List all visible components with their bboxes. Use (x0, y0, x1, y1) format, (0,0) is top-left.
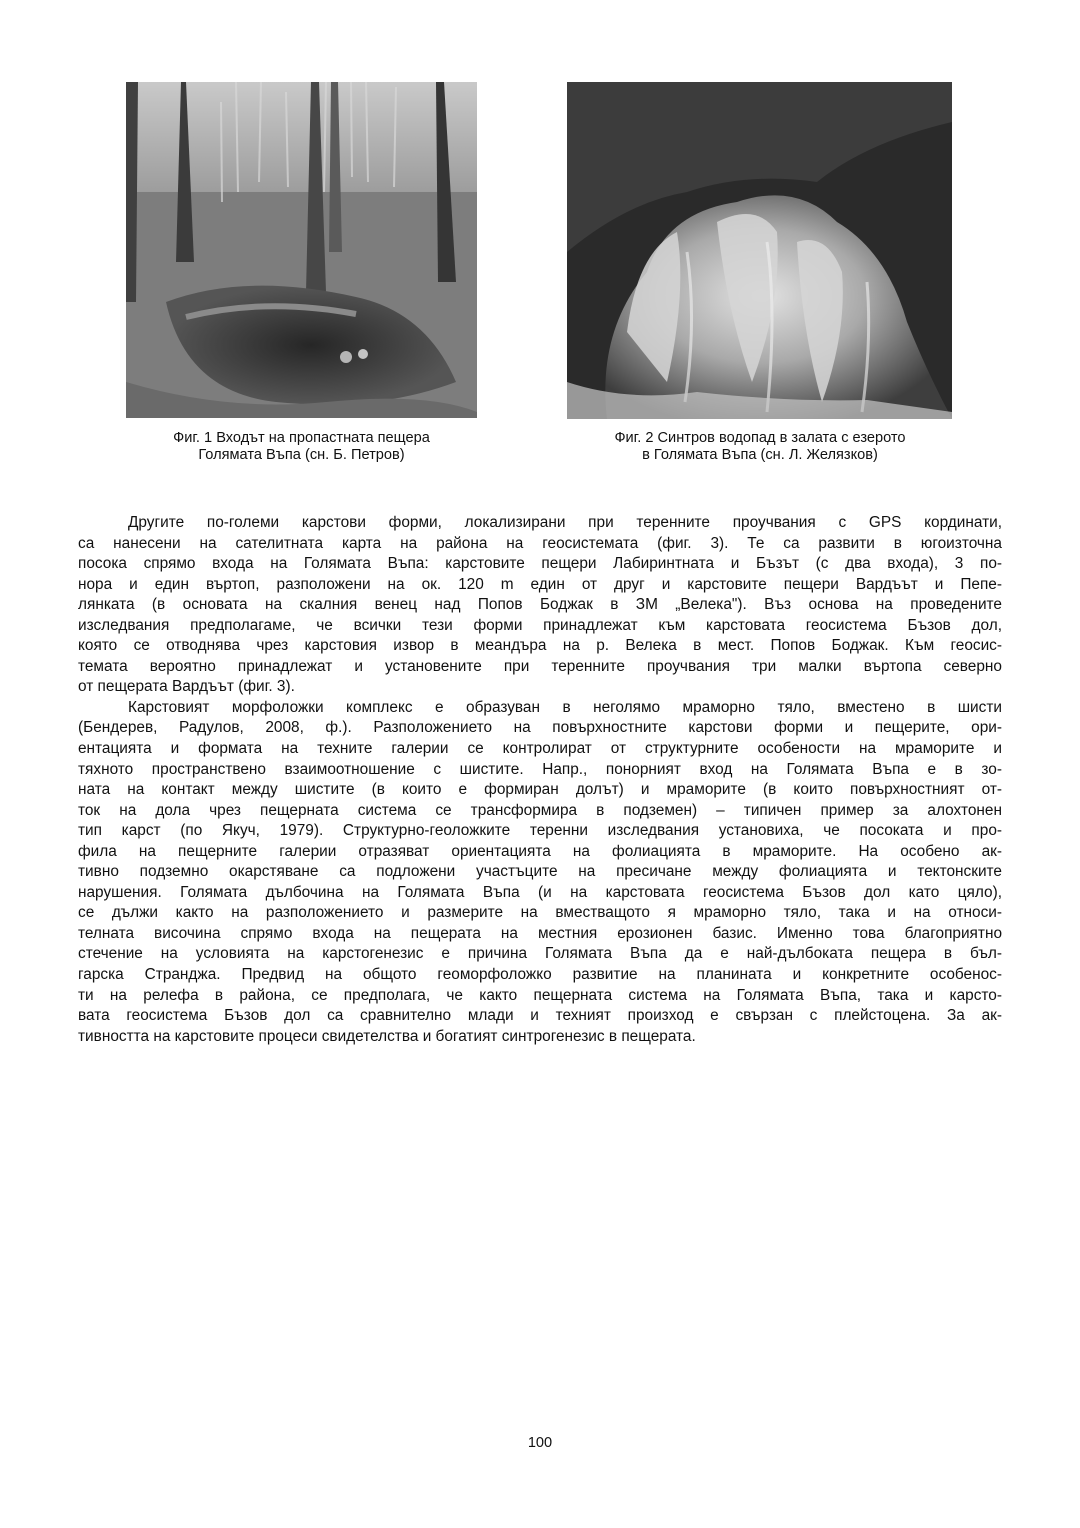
text-line: лянката (в основата на скалния венец над Попов Боджак в ЗМ „Велека"). Въз основа на проведените (78, 596, 1002, 614)
text-line: фила на пещерните галерии отразяват ориентацията на фолиацията в мраморите. На особено ак- (78, 842, 1002, 860)
figure-2-caption (545, 430, 975, 464)
caption-line: Голямата Въпа (сн. Б. Петров) (198, 447, 405, 463)
text-line: (Бендерев, Радулов, 2008, ф.). Разположението на повърхностните карстови форми и пещерите, ори- (78, 719, 1002, 737)
text-line: Другите по-големи карстови форми, локализирани при теренните проучвания с GPS кординати, (128, 514, 1002, 531)
figure-1-caption (110, 430, 493, 464)
text-line: се дължи както на разположението и размерите на вместващото я мраморно тяло, така и на относи- (78, 904, 1002, 922)
figure-1-photo (126, 82, 477, 418)
text-line: нора и един въртоп, разположени на ок. 120 m един от друг и карстовите пещери Вардъът и Пепе- (78, 575, 1002, 593)
text-line: гарска Странджа. Предвид на общото геоморфоложко развитие на планината и конкретните особенос- (78, 966, 1002, 984)
text-line: тивно подземно окарстяване са подложени участъците на пресичане между фолиацията и тектонските (78, 863, 1002, 881)
text-line: са нанесени на сателитната карта на района на геосистемата (фиг. 3). Те са развити в югоизточна (78, 534, 1002, 552)
text-line: тип карст (по Якуч, 1979). Структурно-геоложките теренни изследвания установиха, че посоката и про- (78, 822, 1002, 840)
text-line: Карстовият морфоложки комплекс е образуван в неголямо мраморно тяло, вместено в шисти (128, 698, 1002, 716)
text-line: тивността на карстовите процеси свидетелства и богатият синтрогенезис в пещерата. (78, 1027, 696, 1045)
text-line: от пещерата Вардъът (фиг. 3). (78, 678, 295, 696)
text-line: тяхното пространствено взаимоотношение с шистите. Напр., понорният вход на Голямата Въпа е в зо- (78, 760, 1002, 778)
text-line: ток на дола чрез пещерната система се трансформира в подземен) – типичен пример за алохтонен (78, 801, 1002, 819)
cave-flowstone-photo-icon (567, 82, 952, 419)
caption-line: Фиг. 1 Входът на пропастната пещера (173, 430, 430, 446)
text-line: ната на контакт между шистите (в които е формиран долът) и мраморите (в които повърхностният от- (78, 781, 1002, 799)
caption-line: Фиг. 2 Синтров водопад в залата с езерото (614, 430, 906, 446)
text-line: темата вероятно принадлежат и установените при теренните проучвания три малки въртопа северно (78, 657, 1002, 675)
text-line: стечение на условията на карстогенезис е причина Голямата Въпа да е най-дълбоката пещера в бъл- (78, 945, 1002, 963)
text-line: нарушения. Голямата дълбочина на Голямата Въпа (и на карстовата геосистема Бъзов дол като цяло), (78, 883, 1002, 901)
text-line: посока спрямо входа на Голямата Въпа: карстовите пещери Лабиринтната и Бъзът (с два входа), 3 по- (78, 555, 1002, 573)
text-line: изследвания предполагаме, че всички тези форми принадлежат към карстовата геосистема Бъзов дол, (78, 616, 1002, 634)
forest-sinkhole-photo-icon (126, 82, 477, 418)
text-line: която се отводнява чрез карстовия извор в меандъра на р. Велека в мест. Попов Боджак. Към геосис- (78, 637, 1002, 655)
body-text (78, 513, 1002, 1047)
text-line: ти на релефа в района, се предполага, че както пещерната система на Голямата Въпа, така и карсто- (78, 986, 1002, 1004)
paragraph-1 (78, 513, 1002, 698)
text-line: телната височина спрямо входа на пещерата на местния ерозионен базис. Именно това благоприятно (78, 924, 1002, 942)
text-line: ентацията и формата на техните галерии се контролират от структурните особености на мраморите и (78, 740, 1002, 758)
figure-2-photo (567, 82, 952, 419)
text-line: вата геосистема Бъзов дол са сравнително млади и техният произход е свързан с плейстоцена. За ак- (78, 1007, 1002, 1025)
page-number: 100 (527, 1435, 553, 1451)
caption-line: в Голямата Въпа (сн. Л. Желязков) (642, 447, 878, 463)
paragraph-2 (78, 698, 1002, 1047)
